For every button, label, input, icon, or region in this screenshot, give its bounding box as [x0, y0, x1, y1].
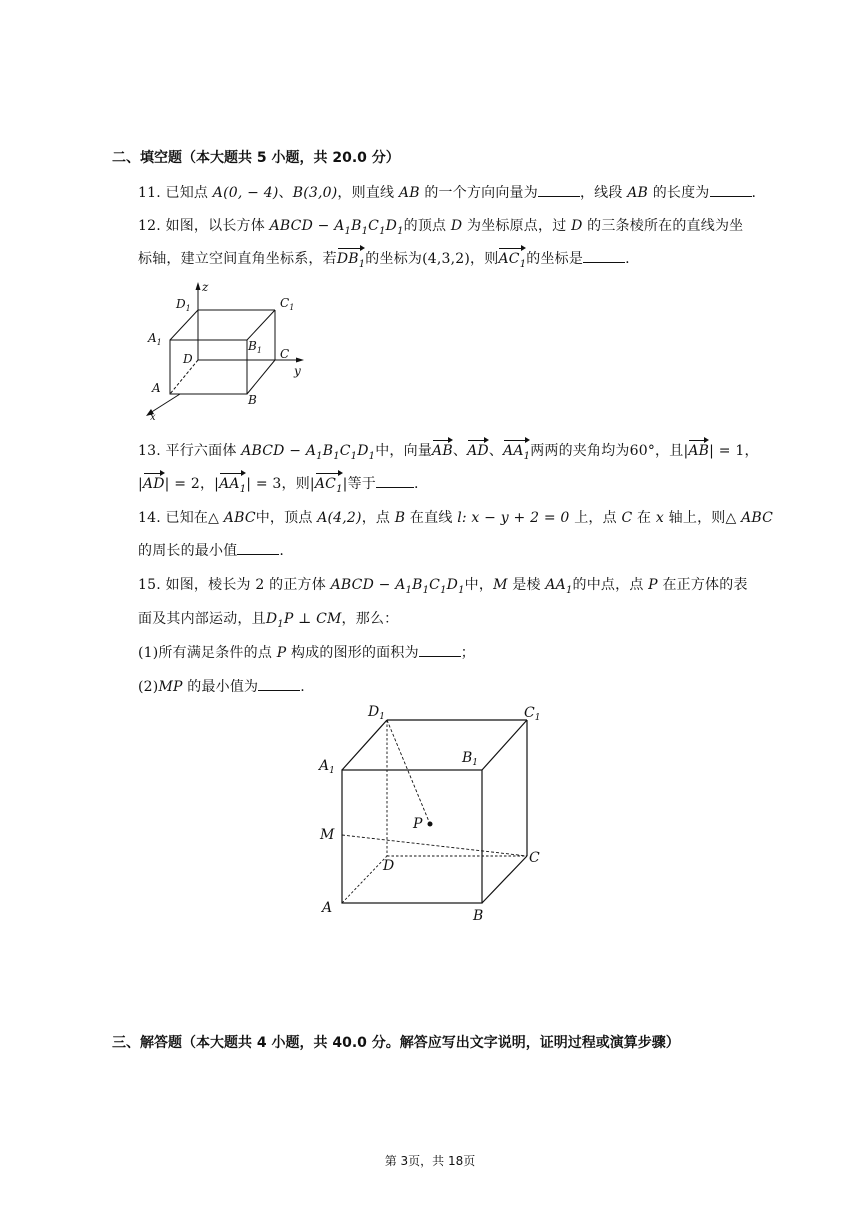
q14-b: B — [394, 510, 406, 526]
figure-cuboid-coordinate — [140, 280, 320, 420]
vector-db1: $DB_1$ — [336, 251, 366, 270]
vector-ac1: $AC_1$ — [314, 476, 343, 495]
q13-text: ，且 — [655, 443, 684, 459]
q15-text: 面及其内部运动，且 — [138, 611, 266, 627]
label-d: D — [383, 858, 395, 874]
answer-blank — [237, 543, 279, 555]
question-15-line-2 — [138, 608, 398, 630]
q15-text: (2) — [138, 679, 159, 695]
q14-text: 上，点 — [574, 510, 617, 526]
label-c: C — [529, 850, 540, 866]
q12-text: 的坐标是 — [526, 251, 584, 267]
question-12-line-2 — [138, 248, 630, 270]
q15-condition: $D_1P$ ⊥ CM — [265, 611, 342, 630]
label-b: B — [473, 908, 484, 924]
vector-ab: AB — [432, 443, 453, 459]
q12-end: . — [625, 251, 630, 267]
label-a: A — [152, 381, 161, 395]
q14-text: 轴上，则 — [668, 510, 726, 526]
label-d1: $D_1$ — [176, 297, 191, 313]
q11-text: 已知点 — [165, 185, 209, 201]
vector-aa1: $AA_1$ — [503, 443, 531, 462]
page-footer: 第 3页，共 18页 — [384, 1154, 476, 1168]
label-a1: $A_1$ — [319, 758, 335, 776]
question-15-line-1 — [138, 574, 748, 596]
question-15-sub-1 — [138, 642, 475, 662]
q15-m: M — [493, 577, 508, 593]
q15-text: ，那么： — [341, 611, 399, 627]
q12-text: 的顶点 — [403, 218, 447, 234]
q11-number: 11. — [138, 185, 161, 201]
q11-sep: 、 — [278, 185, 293, 201]
q15-text: 是棱 — [512, 577, 541, 593]
label-y: y — [294, 364, 301, 378]
question-15-sub-2 — [138, 676, 305, 696]
q14-text: ，点 — [361, 510, 391, 526]
question-13-line-2: |AD| = 2，$|AA_1| = 3$，则$|AC_1|$等于 . — [138, 476, 419, 495]
q13-text: 两两的夹角均为 — [530, 443, 630, 459]
q15-p: P — [276, 645, 287, 661]
q14-end: . — [279, 543, 285, 559]
q14-triangle: △ ABC — [725, 510, 774, 526]
q15-solid-name: ABCD − $A_1B_1C_1D_1$ — [330, 577, 465, 596]
q14-c: C — [621, 510, 633, 526]
q15-number: 15. — [138, 577, 161, 593]
answer-blank — [538, 185, 580, 197]
q14-text: 在直线 — [409, 510, 453, 526]
question-14-line-1 — [138, 507, 773, 527]
label-c1: $C_1$ — [280, 296, 295, 312]
q14-x: x — [655, 510, 665, 526]
figure-cube-point-p — [310, 698, 560, 930]
q15-p: P — [648, 577, 658, 593]
label-a1: $A_1$ — [148, 331, 162, 347]
q14-text: 的周长的最小值 — [138, 543, 238, 559]
label-m: M — [320, 827, 335, 843]
q13-text: 等于 — [347, 476, 376, 492]
label-a: A — [322, 900, 333, 916]
q15-text: 中， — [464, 577, 494, 593]
q15-end: . — [300, 679, 305, 695]
q15-text: ； — [460, 645, 475, 661]
q14-number: 14. — [138, 510, 161, 526]
q12-d: D — [571, 218, 583, 234]
question-14-line-2 — [138, 540, 284, 560]
q11-text: ，则直线 — [337, 185, 395, 201]
q13-text: = 1， — [718, 443, 759, 459]
answer-blank — [583, 251, 625, 263]
q12-text: 的三条棱所在的直线为坐 — [587, 218, 744, 234]
q15-text: (1)所有满足条件的点 — [138, 645, 273, 661]
q13-text: = 2， — [174, 476, 215, 492]
q11-end: . — [751, 185, 757, 201]
label-x: x — [150, 412, 156, 420]
label-d: D — [183, 352, 193, 366]
label-b: B — [248, 393, 257, 407]
label-c1: $C_1$ — [524, 705, 541, 723]
label-z: z — [202, 280, 209, 294]
q12-solid-name: ABCD − $A_1B_1C_1D_1$ — [269, 218, 404, 237]
q11-text: 的一个方向向量为 — [424, 185, 538, 201]
q13-text: 中，向量 — [375, 443, 433, 459]
q14-triangle: △ ABC — [208, 510, 256, 526]
q13-text: = 3，则 — [255, 476, 310, 492]
vector-ad: AD — [467, 443, 489, 459]
section-2-title: 二、填空题（本大题共 5 小题，共 20.0 分） — [112, 150, 400, 166]
vector-ac1: $AC_1$ — [498, 251, 527, 270]
q12-text: 为坐标原点，过 — [467, 218, 567, 234]
answer-blank — [258, 679, 300, 691]
question-13-line-1: 13. 平行六面体 ABCD − $A_1B_1C_1D_1$中，向量AB、AD、$AA_1$两两的夹角均为60°，且|AB| = 1， — [138, 443, 759, 462]
vector-ad: AD — [142, 476, 165, 492]
q14-line-eq: l: x − y + 2 = 0 — [457, 510, 570, 526]
q11-text: ，线段 — [579, 185, 623, 201]
q11-text: 的长度为 — [652, 185, 710, 201]
label-b1: $B_1$ — [248, 339, 262, 355]
q14-text: 已知在 — [165, 510, 209, 526]
vector-ab: AB — [688, 443, 710, 459]
q15-text: 如图，棱长为 2 的正方体 — [165, 577, 326, 593]
q11-point-b: B(3,0) — [292, 185, 338, 201]
q14-point-a: A(4,2) — [317, 510, 362, 526]
vector-aa1: $AA_1$ — [219, 476, 247, 495]
label-p: P — [413, 816, 423, 832]
q13-solid-name: ABCD − $A_1B_1C_1D_1$ — [241, 443, 376, 462]
answer-blank — [376, 476, 414, 488]
answer-blank — [710, 185, 752, 197]
q12-text: 的坐标为(4,3,2)，则 — [365, 251, 499, 267]
q15-text: 的中点，点 — [572, 577, 644, 593]
question-12-line-1 — [138, 215, 743, 237]
q12-text: 如图，以长方体 — [165, 218, 265, 234]
q15-mp: MP — [158, 679, 183, 695]
q11-ab: AB — [398, 185, 420, 201]
label-c: C — [280, 347, 290, 361]
label-b1: $B_1$ — [462, 750, 479, 768]
label-d1: $D_1$ — [368, 704, 385, 722]
section-3-title: 三、解答题（本大题共 4 小题，共 40.0 分。解答应写出文字说明，证明过程或演算步骤） — [112, 1035, 680, 1051]
q13-angle: 60° — [629, 443, 656, 459]
q15-text: 构成的图形的面积为 — [290, 645, 419, 661]
q15-text: 在正方体的表 — [662, 577, 748, 593]
q11-point-a: A(0, − 4) — [212, 185, 279, 201]
answer-blank — [419, 645, 461, 657]
q15-edge: $AA_1$ — [545, 577, 573, 596]
q12-d: D — [450, 218, 463, 234]
q13-number: 13. — [138, 443, 161, 459]
q14-text: 在 — [637, 510, 652, 526]
q14-text: 中，顶点 — [255, 510, 313, 526]
q13-end: . — [413, 476, 419, 492]
q12-number: 12. — [138, 218, 161, 234]
question-11 — [138, 182, 756, 202]
q11-ab: AB — [627, 185, 649, 201]
q12-text: 标轴，建立空间直角坐标系，若 — [138, 251, 337, 267]
q13-text: 平行六面体 — [165, 443, 237, 459]
q15-text: 的最小值为 — [187, 679, 259, 695]
